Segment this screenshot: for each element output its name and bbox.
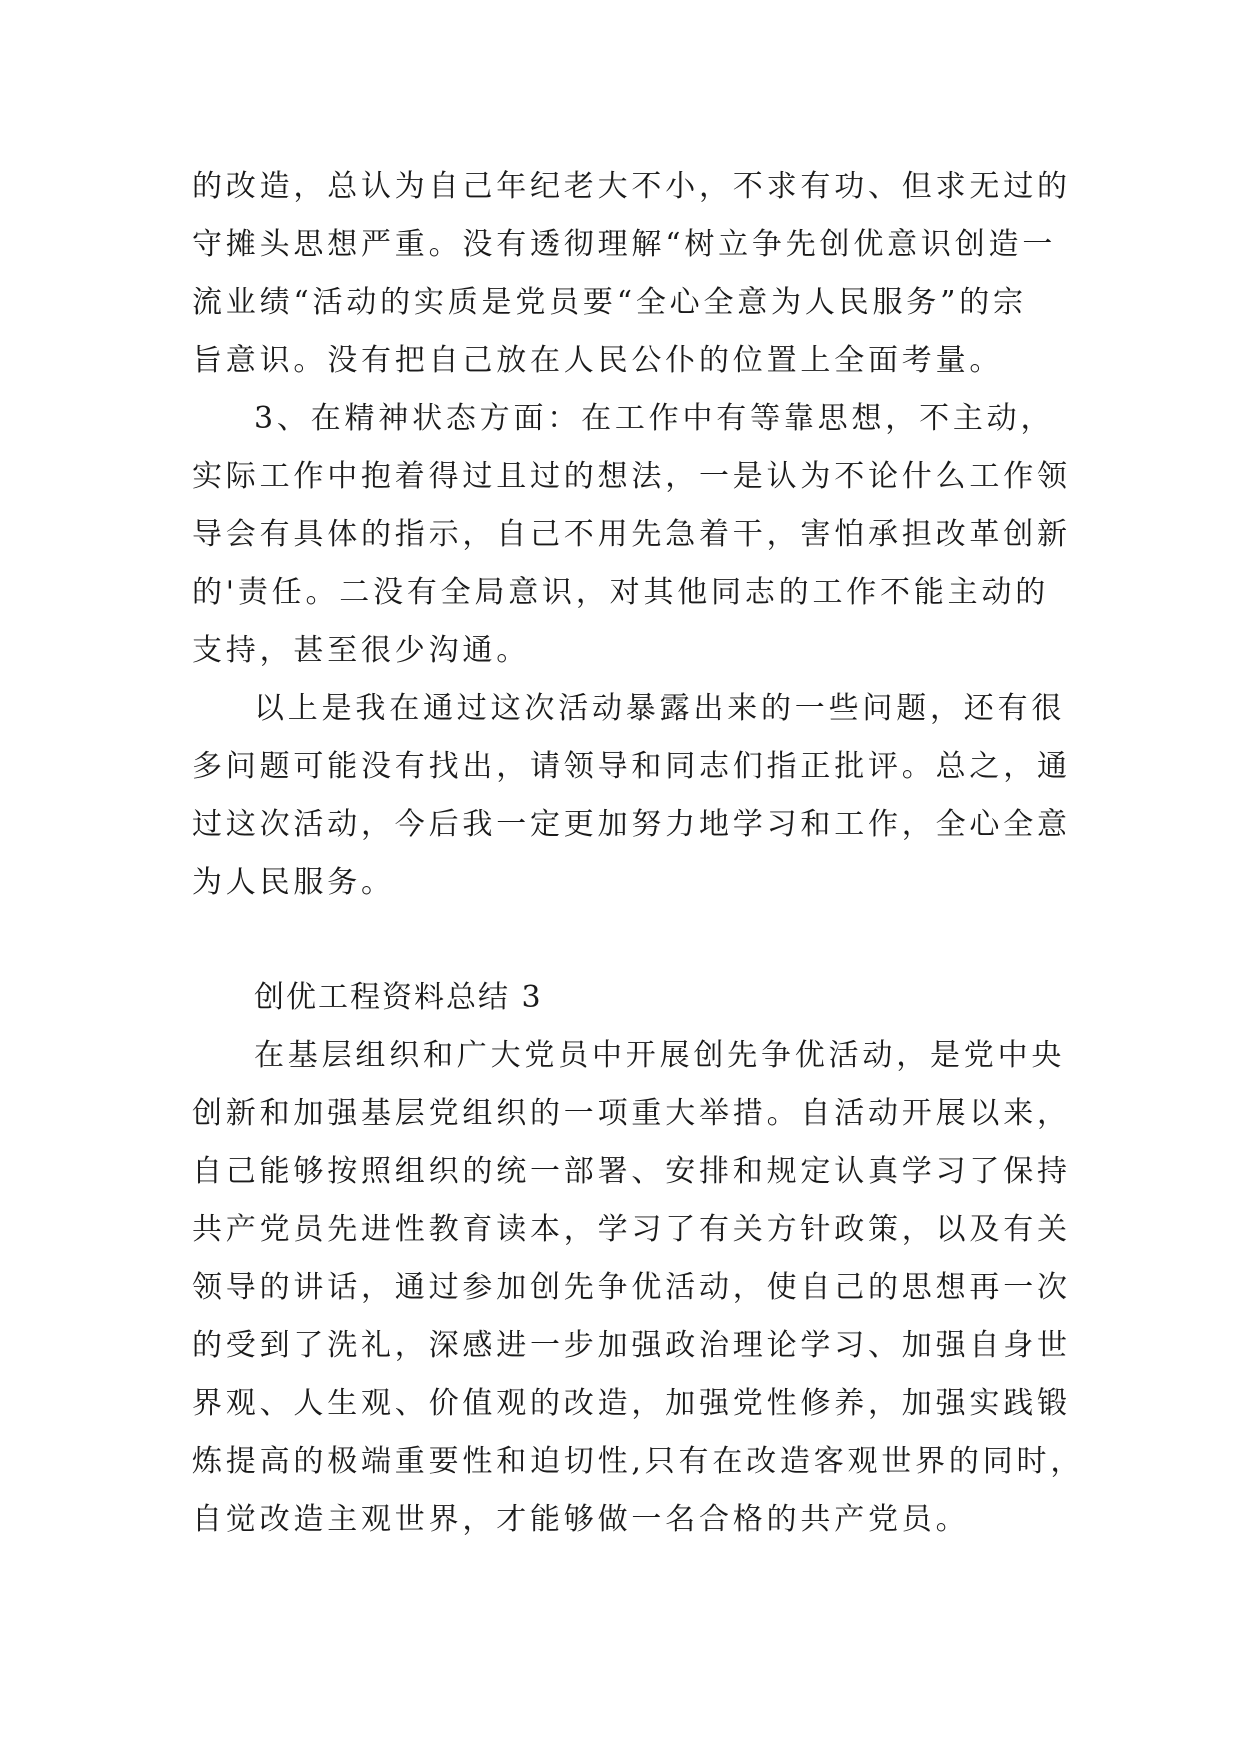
paragraph-line: 在基层组织和广大党员中开展创先争优活动，是党中央 (254, 1038, 1066, 1073)
paragraph-line: 的受到了洗礼，深感进一步加强政治理论学习、加强自身世 (192, 1328, 1071, 1363)
paragraph-line: 炼提高的极端重要性和迫切性,只有在改造客观世界的同时， (192, 1444, 1085, 1479)
paragraph-line: 守摊头思想严重。没有透彻理解“树立争先创优意识创造一 (192, 227, 1057, 262)
paragraph-line: 3、在精神状态方面：在工作中有等靠思想，不主动， (254, 401, 1055, 436)
section-heading: 创优工程资料总结 3 (254, 980, 543, 1015)
paragraph-line: 导会有具体的指示，自己不用先急着干，害怕承担改革创新 (192, 517, 1071, 552)
paragraph-line: 共产党员先进性教育读本，学习了有关方针政策，以及有关 (192, 1212, 1071, 1247)
paragraph-line: 创新和加强基层党组织的一项重大举措。自活动开展以来， (192, 1096, 1071, 1131)
paragraph-line: 支持，甚至很少沟通。 (192, 633, 530, 668)
paragraph-line: 领导的讲话，通过参加创先争优活动，使自己的思想再一次 (192, 1270, 1071, 1305)
paragraph-line: 的'责任。二没有全局意识，对其他同志的工作不能主动的 (192, 575, 1050, 610)
paragraph-line: 以上是我在通过这次活动暴露出来的一些问题，还有很 (254, 691, 1066, 726)
paragraph-line: 自觉改造主观世界，才能够做一名合格的共产党员。 (192, 1502, 970, 1537)
paragraph-line: 实际工作中抱着得过且过的想法，一是认为不论什么工作领 (192, 459, 1071, 494)
paragraph-line: 流业绩“活动的实质是党员要“全心全意为人民服务”的宗 (192, 285, 1027, 320)
paragraph-line: 的改造，总认为自己年纪老大不小，不求有功、但求无过的 (192, 169, 1071, 204)
paragraph-line: 界观、人生观、价值观的改造，加强党性修养，加强实践锻 (192, 1386, 1071, 1421)
paragraph-line: 旨意识。没有把自己放在人民公仆的位置上全面考量。 (192, 343, 1004, 378)
paragraph-line: 多问题可能没有找出，请领导和同志们指正批评。总之，通 (192, 749, 1071, 784)
paragraph-line: 自己能够按照组织的统一部署、安排和规定认真学习了保持 (192, 1154, 1071, 1189)
paragraph-line: 过这次活动，今后我一定更加努力地学习和工作，全心全意 (192, 807, 1071, 842)
paragraph-line: 为人民服务。 (192, 865, 395, 900)
